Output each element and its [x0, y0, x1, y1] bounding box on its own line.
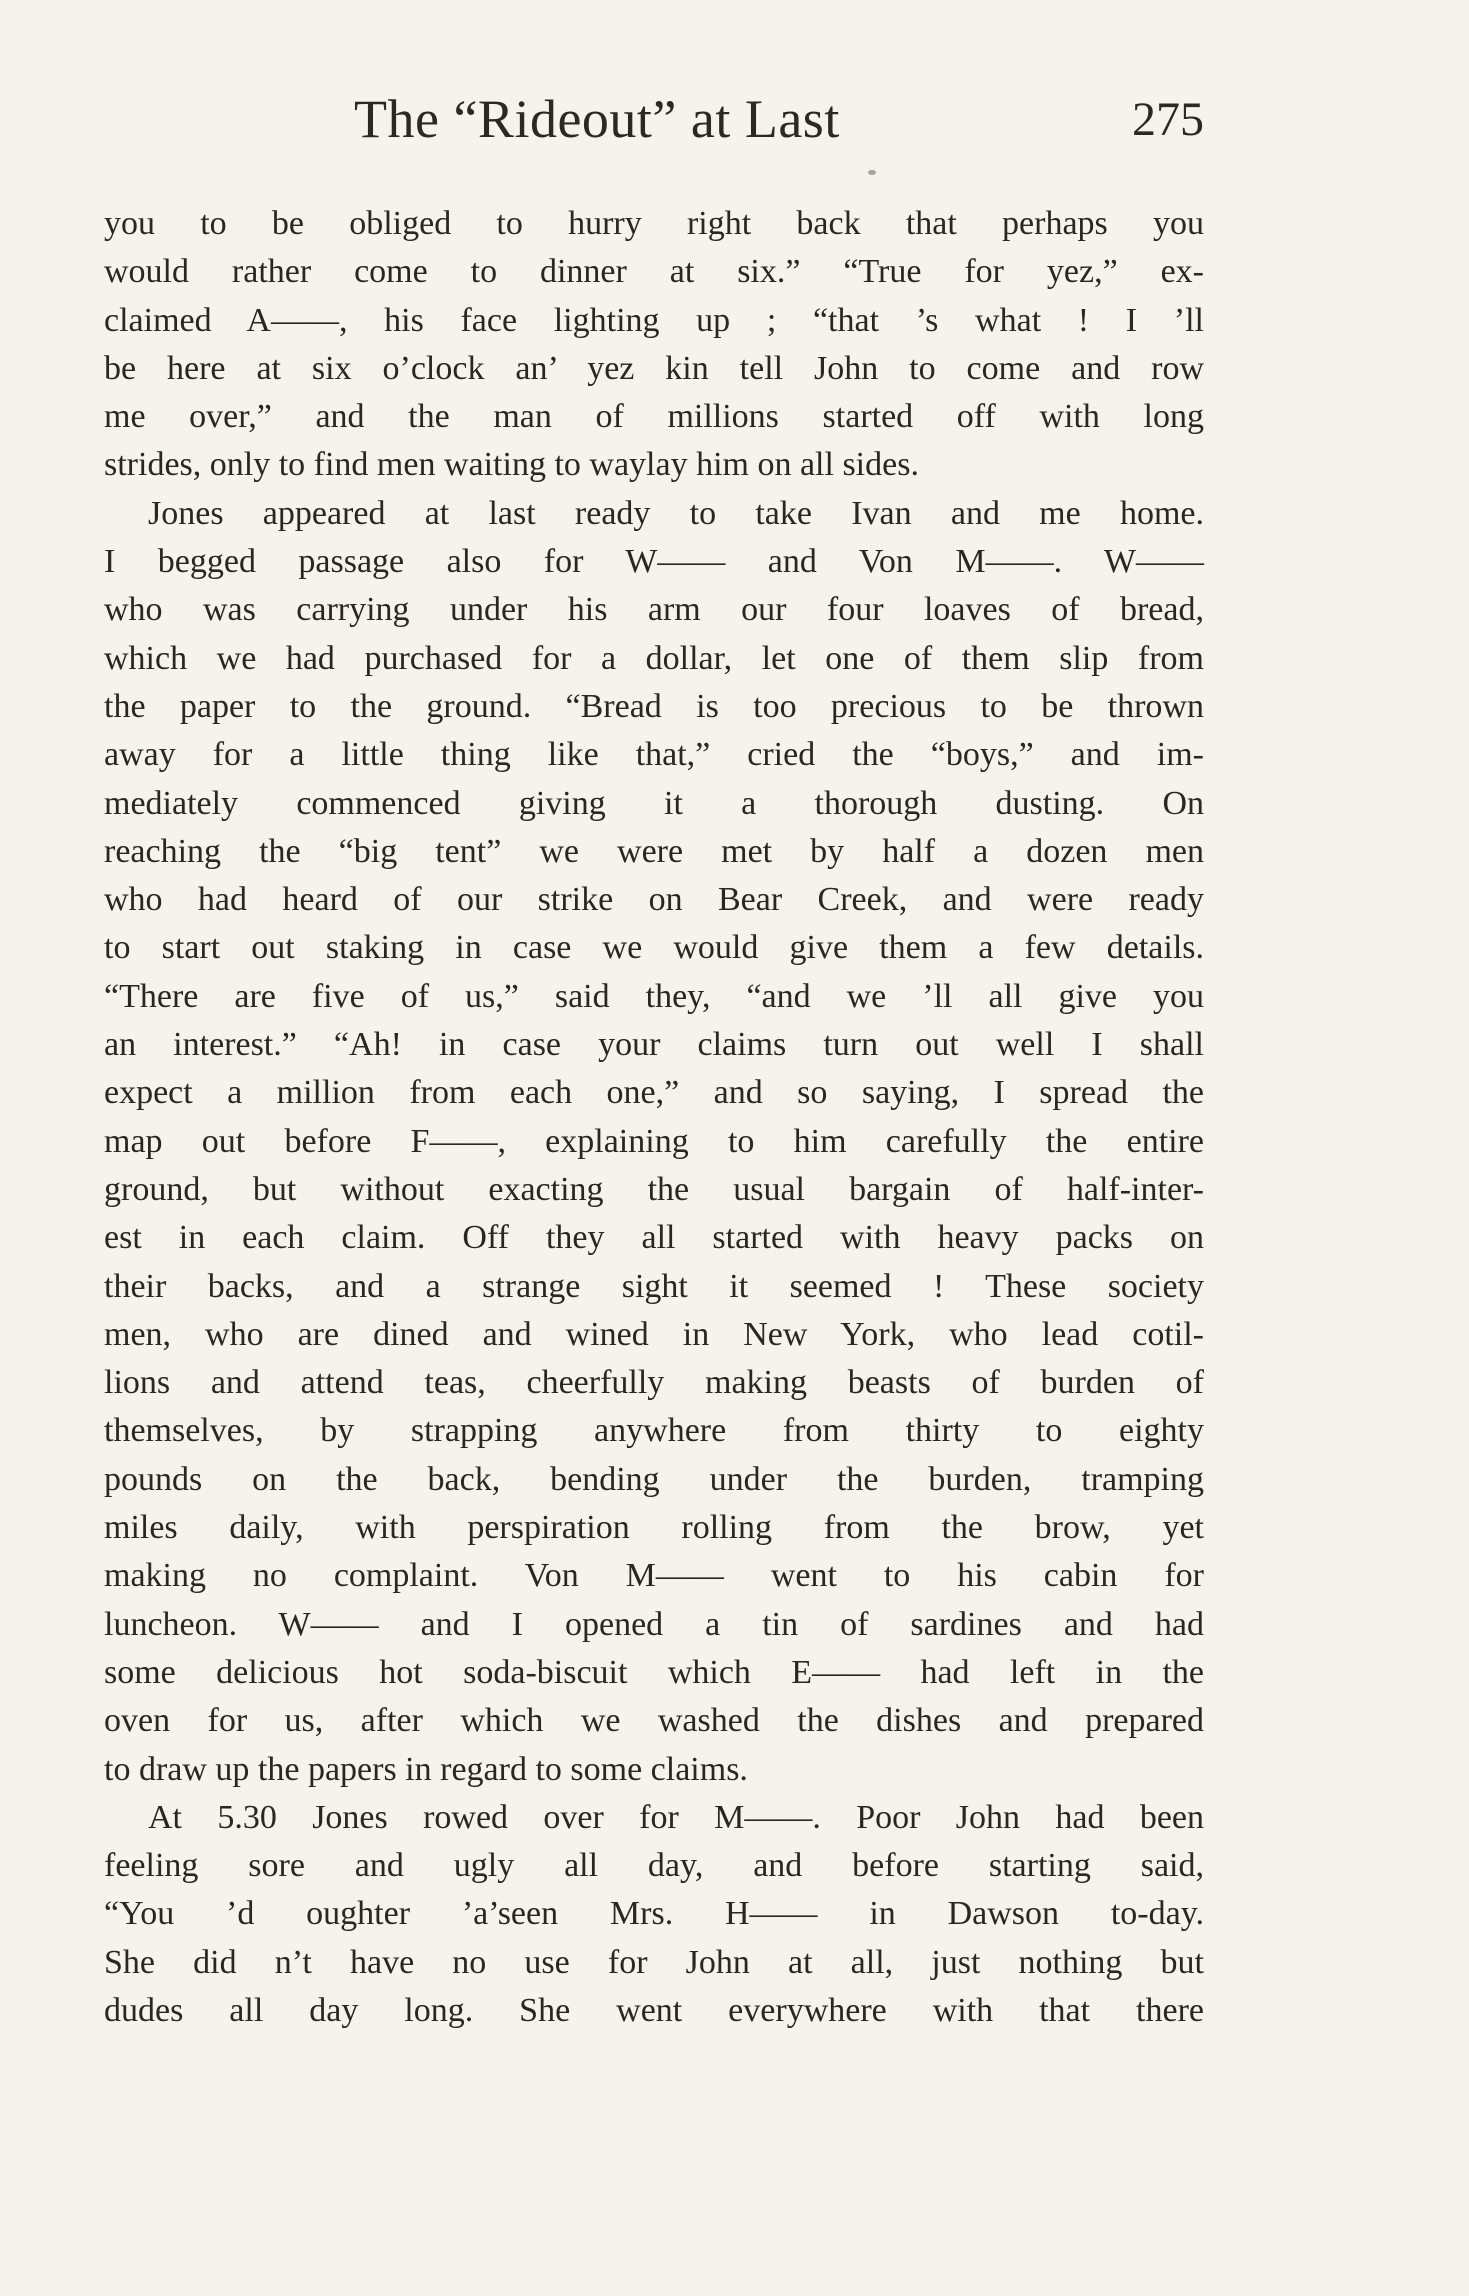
text-line: to start out staking in case we would give them a few details.	[104, 929, 1204, 967]
text-line: who was carrying under his arm our four loaves of bread,	[104, 591, 1204, 629]
text-line: which we had purchased for a dollar, let one of them slip from	[104, 639, 1204, 677]
text-line: be here at six o’clock an’ yez kin tell John to come and row	[104, 349, 1204, 387]
text-line: reaching the “big tent” we were met by half a dozen men	[104, 832, 1204, 870]
text-line: to draw up the papers in regard to some claims.	[104, 1750, 748, 1788]
text-line: the paper to the ground. “Bread is too precious to be thrown	[104, 687, 1204, 725]
text-line: est in each claim. Off they all started with heavy packs on	[104, 1219, 1204, 1257]
text-line: strides, only to find men waiting to waylay him on all sides.	[104, 446, 919, 484]
print-speck	[868, 170, 876, 175]
text-line: pounds on the back, bending under the burden, tramping	[104, 1460, 1204, 1498]
text-line: you to be obliged to hurry right back that perhaps you	[104, 205, 1204, 242]
text-line: I begged passage also for W—— and Von M——. W——	[104, 543, 1204, 581]
text-line: who had heard of our strike on Bear Creek, and were ready	[104, 881, 1204, 919]
text-line: luncheon. W—— and I opened a tin of sardines and had	[104, 1605, 1204, 1643]
text-line: some delicious hot soda-biscuit which E—— had left in the	[104, 1653, 1204, 1691]
text-line: Jones appeared at last ready to take Ivan and me home.	[148, 494, 1204, 532]
text-line: “You ’d oughter ’a’seen Mrs. H—— in Dawson to-day.	[104, 1895, 1204, 1933]
text-line: lions and attend teas, cheerfully making beasts of burden of	[104, 1364, 1204, 1402]
text-line: map out before F——, explaining to him carefully the entire	[104, 1122, 1204, 1160]
text-line: dudes all day long. She went everywhere with that there	[104, 1991, 1204, 2029]
text-line: making no complaint. Von M—— went to his cabin for	[104, 1557, 1204, 1595]
text-line: oven for us, after which we washed the dishes and prepared	[104, 1702, 1204, 1740]
page-header	[104, 88, 1204, 158]
body-text	[104, 200, 1204, 2035]
text-line: At 5.30 Jones rowed over for M——. Poor John had been	[148, 1798, 1204, 1836]
text-line: miles daily, with perspiration rolling from the brow, yet	[104, 1509, 1204, 1547]
text-line: me over,” and the man of millions started off with long	[104, 398, 1204, 436]
text-line: men, who are dined and wined in New York, who lead cotil-	[104, 1315, 1204, 1353]
text-line: an interest.” “Ah! in case your claims turn out well I shall	[104, 1026, 1204, 1064]
text-line: expect a million from each one,” and so saying, I spread the	[104, 1074, 1204, 1112]
text-line: ground, but without exacting the usual bargain of half-inter-	[104, 1170, 1204, 1208]
text-line: their backs, and a strange sight it seemed ! These society	[104, 1267, 1204, 1305]
text-line: feeling sore and ugly all day, and before starting said,	[104, 1847, 1204, 1885]
running-title: The “Rideout” at Last	[354, 89, 840, 149]
text-line: mediately commenced giving it a thorough dusting. On	[104, 784, 1204, 822]
page-number: 275	[1132, 93, 1204, 146]
text-line: away for a little thing like that,” cried the “boys,” and im-	[104, 736, 1204, 774]
text-line: “There are five of us,” said they, “and we ’ll all give you	[104, 977, 1204, 1015]
text-line: claimed A——, his face lighting up ; “that ’s what ! I ’ll	[104, 301, 1204, 339]
text-line: She did n’t have no use for John at all, just nothing but	[104, 1943, 1204, 1981]
text-line: themselves, by strapping anywhere from thirty to eighty	[104, 1412, 1204, 1450]
text-line: would rather come to dinner at six.” “True for yez,” ex-	[104, 253, 1204, 291]
